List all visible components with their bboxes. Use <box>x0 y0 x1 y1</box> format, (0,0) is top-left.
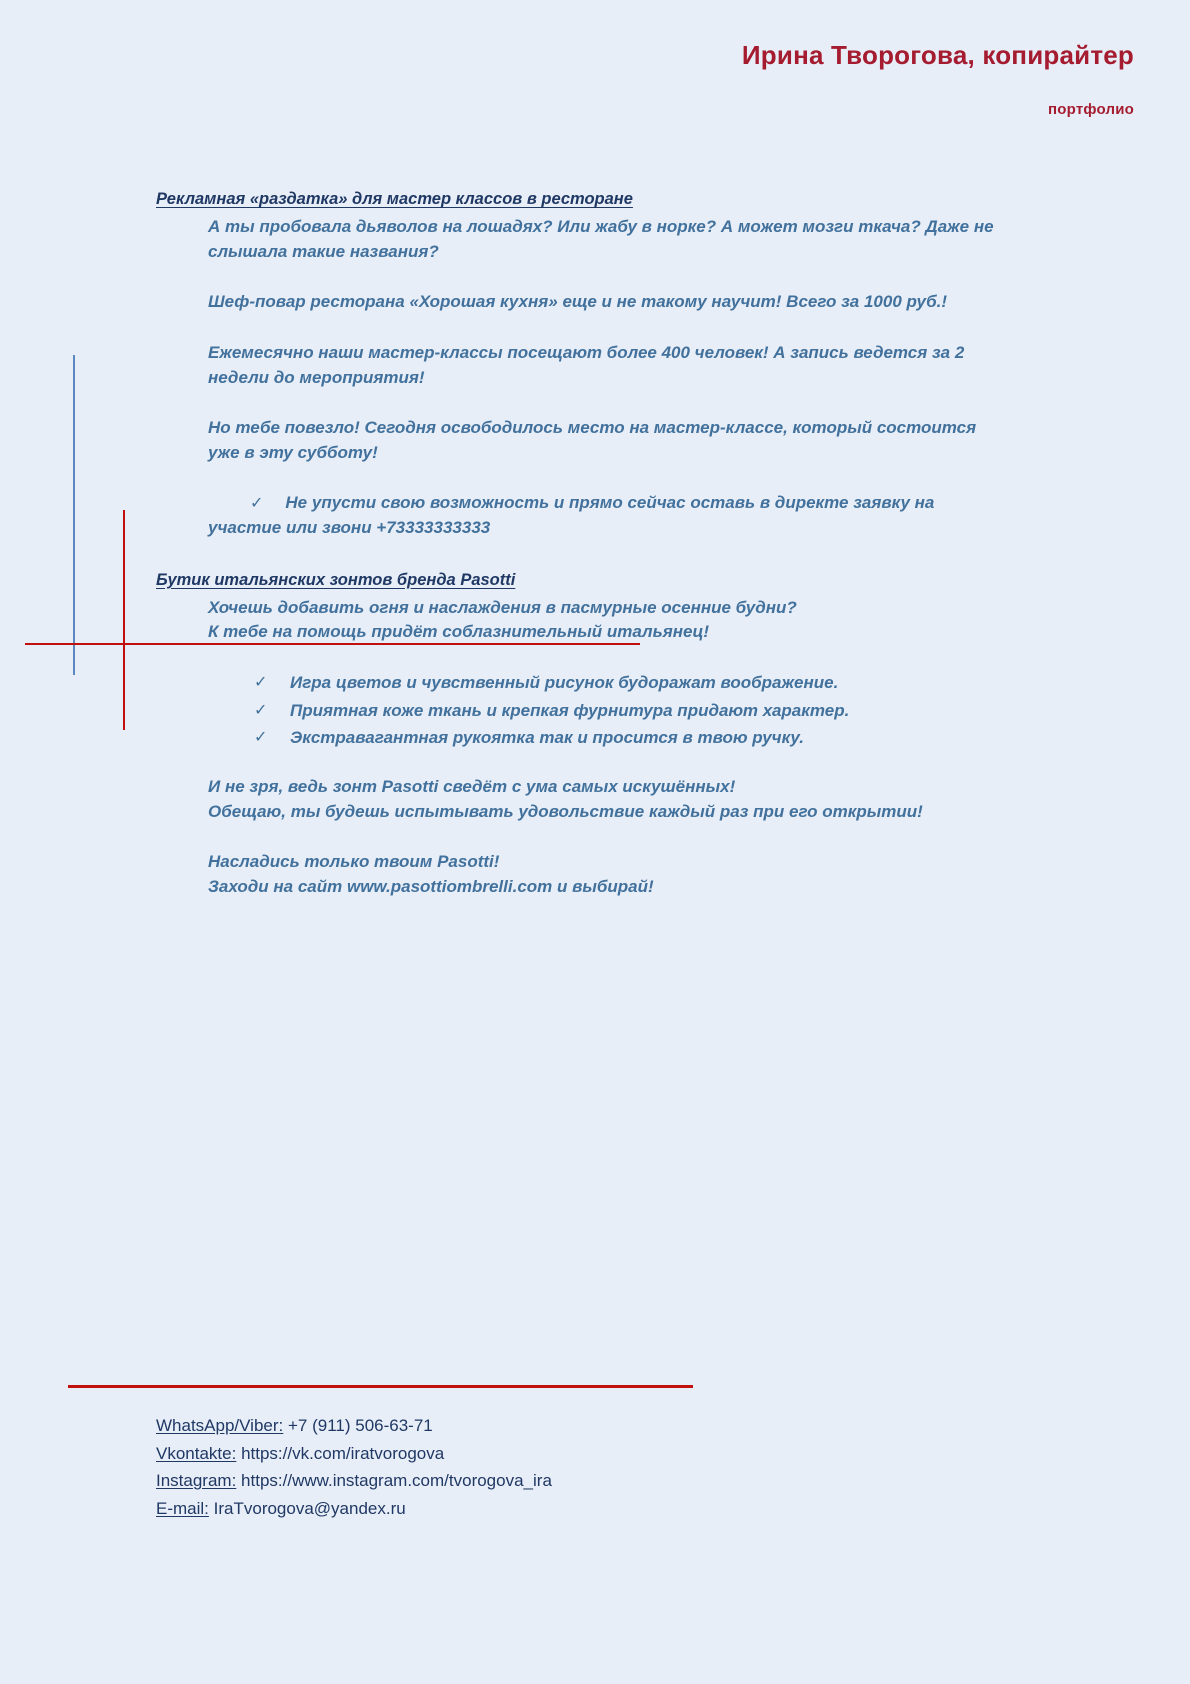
document-content <box>0 190 1190 926</box>
intro-line-2: К тебе на помощь придёт соблазнительный итальянец! <box>208 622 710 642</box>
checkmark-icon: ✓ <box>250 495 264 513</box>
paragraph-final <box>208 850 990 899</box>
checkmark-icon: ✓ <box>254 701 268 719</box>
call-to-action-text: Не упусти свою возможность и прямо сейчас оставь в директе заявку на участие или звони +73333333333 <box>208 493 935 538</box>
closing-line-2: Обещаю, ты будешь испытывать удовольствие каждый раз при его открытии! <box>208 801 923 821</box>
final-line-1: Насладись только твоим Pasotti! <box>208 852 500 872</box>
contact-label: WhatsApp/Viber: <box>156 1416 284 1435</box>
paragraph: Ежемесячно наши мастер-классы посещают более 400 человек! А запись ведется за 2 недели до мероприятия! <box>208 342 965 387</box>
contact-value[interactable]: https://vk.com/iratvorogova <box>241 1443 445 1463</box>
paragraph: Но тебе повезло! Сегодня освободилось место на мастер-классе, который состоится уже в эту субботу! <box>208 418 977 462</box>
section-restaurant-masterclass <box>0 190 1190 541</box>
contact-label: Vkontakte: <box>156 1443 237 1463</box>
contact-row-vkontakte <box>156 1440 552 1468</box>
benefits-list <box>250 671 990 751</box>
contact-label: Instagram: <box>156 1471 237 1491</box>
list-item-label: Приятная коже ткань и крепкая фурнитура придают характер. <box>290 700 850 720</box>
section-body-restaurant <box>208 215 1010 541</box>
call-to-action-bullet <box>208 491 1010 540</box>
paragraph: А ты пробовала дьяволов на лошадях? Или жабу в норке? А может мозги ткача? Даже не слышала такие названия? <box>208 217 994 261</box>
footer-divider <box>68 1385 693 1388</box>
checkmark-icon: ✓ <box>254 674 268 692</box>
paragraph-intro <box>208 596 990 645</box>
checkmark-icon: ✓ <box>254 729 268 747</box>
contact-row-instagram <box>156 1467 552 1495</box>
list-item <box>250 699 990 724</box>
intro-line-1: Хочешь добавить огня и наслаждения в пасмурные осенние будни? <box>208 597 797 617</box>
page-title: Ирина Творогова, копирайтер <box>741 40 1134 70</box>
closing-line-1: И не зря, ведь зонт Pasotti сведёт с ума самых искушённых! <box>208 776 736 796</box>
contact-label: E-mail: <box>156 1498 209 1518</box>
contact-row-whatsapp <box>156 1412 552 1440</box>
paragraph-closing <box>208 775 990 824</box>
section-body-pasotti <box>208 596 990 900</box>
paragraph: Шеф-повар ресторана «Хорошая кухня» еще и не такому научит! Всего за 1000 руб.! <box>208 292 948 312</box>
section-pasotti-umbrellas <box>0 571 1190 900</box>
list-item <box>250 671 990 696</box>
list-item <box>250 726 990 751</box>
contact-value: +7 (911) 506-63-71 <box>288 1416 433 1435</box>
list-item-label: Игра цветов и чувственный рисунок будоражат воображение. <box>290 673 839 693</box>
section-heading-pasotti: Бутик итальянских зонтов бренда Pasotti <box>156 570 516 589</box>
page-subtitle: портфолио <box>1048 101 1134 119</box>
contact-value[interactable]: https://www.instagram.com/tvorogova_ira <box>241 1471 552 1491</box>
section-heading-restaurant: Рекламная «раздатка» для мастер классов в ресторане <box>156 190 633 208</box>
contact-row-email <box>156 1495 552 1523</box>
contact-value[interactable]: IraTvorogova@yandex.ru <box>213 1498 406 1518</box>
final-line-2: Заходи на сайт www.pasottiombrelli.com и выбирай! <box>208 876 654 896</box>
page-header <box>0 0 1134 118</box>
footer-contacts <box>156 1412 552 1522</box>
list-item-label: Экстравагантная рукоятка так и просится в твою ручку. <box>290 728 804 748</box>
